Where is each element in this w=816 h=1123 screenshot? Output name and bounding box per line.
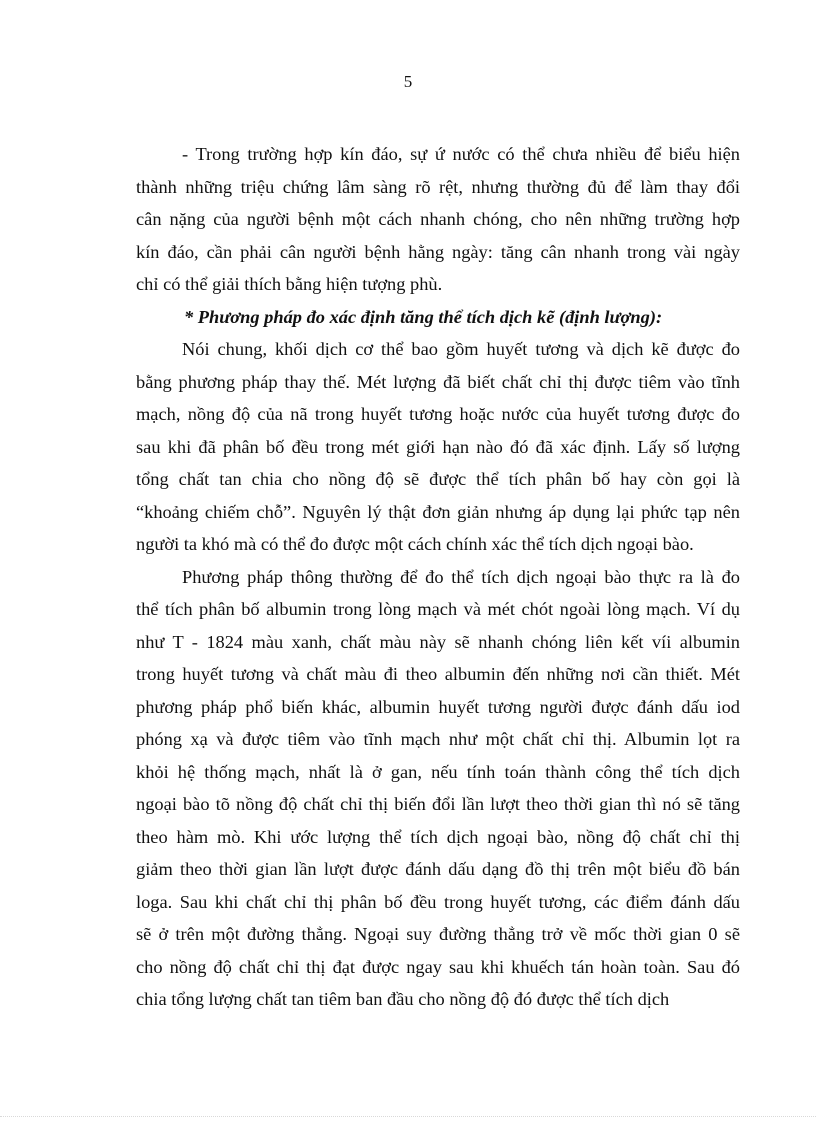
- text-line: người ta khó mà có thể đo được một cách chính xác thể tích dịch ngoại bào.: [136, 534, 694, 554]
- text-line: bằng phương pháp thay thế. Mét lượng đã biết chất chỉ thị được tiêm vào tĩnh: [136, 371, 740, 392]
- text-line: cân nặng của người bệnh một cách nhanh chóng, cho nên những trường hợp: [136, 209, 740, 229]
- body-text: [136, 138, 740, 1016]
- page-number: 5: [403, 72, 413, 91]
- text-line: giảm theo thời gian lần lượt được đánh dấu dạng đồ thị trên một biểu đồ bán: [136, 859, 740, 879]
- text-line: thể tích phân bố albumin trong lòng mạch và mét chót ngoài lòng mạch. Ví dụ: [136, 599, 740, 619]
- text-line: loga. Sau khi chất chỉ thị phân bố đều trong huyết tương, các điểm đánh dấu: [136, 891, 740, 912]
- text-line: kín đáo, cần phải cân người bệnh hằng ngày: tăng cân nhanh trong vài ngày: [136, 241, 740, 262]
- text-line: chia tổng lượng chất tan tiêm ban đầu cho nồng độ đó được thể tích dịch: [136, 989, 670, 1009]
- footer-divider: [0, 1116, 816, 1117]
- text-line: “khoảng chiếm chỗ”. Nguyên lý thật đơn giản nhưng áp dụng lại phức tạp nên: [136, 501, 740, 522]
- text-line: khỏi hệ thống mạch, nhất là ở gan, nếu tính toán thành công thể tích dịch: [136, 761, 740, 782]
- text-line: sau khi đã phân bố đều trong mét giới hạn nào đó đã xác định. Lấy số lượng: [136, 436, 740, 457]
- text-line: chỉ có thể giải thích bằng hiện tượng phù.: [136, 274, 443, 294]
- text-line: - Trong trường hợp kín đáo, sự ứ nước có thể chưa nhiều để biểu hiện: [182, 144, 740, 164]
- text-line: phóng xạ và được tiêm vào tĩnh mạch như một chất chỉ thị. Albumin lọt ra: [136, 729, 740, 749]
- text-line: như T - 1824 màu xanh, chất màu này sẽ nhanh chóng liên kết víi albumin: [136, 631, 740, 652]
- paragraph-albumin-method: [136, 561, 740, 1016]
- paragraph-edema-observation: [136, 138, 740, 301]
- text-line: phương pháp phổ biến khác, albumin huyết tương người được đánh dấu iod: [136, 696, 740, 717]
- text-line: tổng chất tan chia cho nồng độ sẽ được thể tích phân bố hay còn gọi là: [136, 469, 740, 489]
- text-line: thành những triệu chứng lâm sàng rõ rệt, nhưng thường đủ để làm thay đổi: [136, 176, 740, 197]
- text-line: ngoại bào tõ nồng độ chất chỉ thị biến đổi lần lượt theo thời gian thì nó sẽ tăng: [136, 794, 740, 814]
- text-line: sẽ ở trên một đường thẳng. Ngoại suy đường thẳng trở về mốc thời gian 0 sẽ: [136, 924, 740, 944]
- text-line: cho nồng độ chất chỉ thị đạt được ngay sau khi khuếch tán hoàn toàn. Sau đó: [136, 956, 740, 977]
- text-line: theo hàm mò. Khi ước lượng thể tích dịch ngoại bào, nồng độ chất chỉ thị: [136, 826, 740, 847]
- text-line: mạch, nồng độ của nã trong huyết tương hoặc nước của huyết tương được đo: [136, 404, 740, 424]
- paragraph-measurement-method: [136, 333, 740, 561]
- section-heading-text: * Phương pháp đo xác định tăng thể tích dịch kẽ (định lượng):: [184, 306, 663, 327]
- text-line: Nói chung, khối dịch cơ thể bao gồm huyết tương và dịch kẽ được đo: [182, 339, 740, 359]
- text-line: trong huyết tương và chất màu đi theo albumin đến những nơi cần thiết. Mét: [136, 664, 740, 684]
- section-heading: [136, 301, 740, 334]
- text-line: Phương pháp thông thường để đo thể tích dịch ngoại bào thực ra là đo: [182, 566, 740, 587]
